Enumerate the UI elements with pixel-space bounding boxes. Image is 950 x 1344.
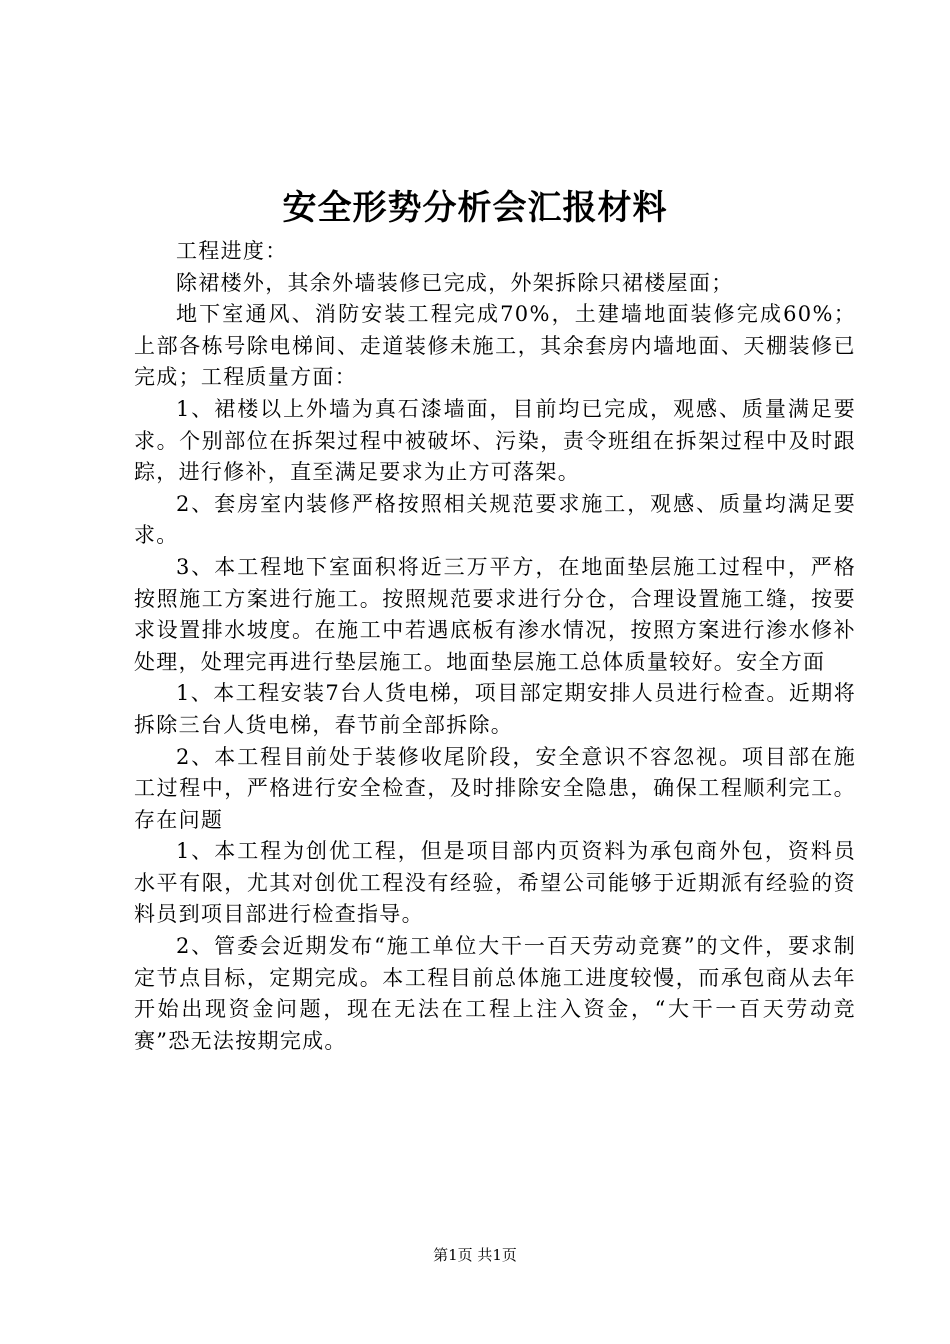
paragraph: 工程进度： (176, 239, 288, 263)
paragraph: 2、套房室内装修严格按照相关规范要求施工，观感、质量均满足要求。 (134, 491, 856, 548)
paragraph: 3、本工程地下室面积将近三万平方，在地面垫层施工过程中，严格按照施工方案进行施工。按照规范要求进行分仓，合理设置施工缝，按要求设置排水坡度。在施工中若遇底板有渗水情况，按照方案进行渗水修补处理，处理完再进行垫层施工。地面垫层施工总体质量较好。安全方面 (134, 554, 856, 674)
document-body (134, 236, 856, 1057)
document-title: 安全形势分析会汇报材料 (282, 188, 668, 228)
paragraph: 地下室通风、消防安装工程完成70%，土建墙地面装修完成60%；上部各栋号除电梯间、走道装修未施工，其余套房内墙地面、天棚装修已完成；工程质量方面： (134, 302, 856, 390)
paragraph: 除裙楼外，其余外墙装修已完成，外架拆除只裙楼屋面； (176, 270, 734, 295)
paragraph: 1、本工程安装7台人货电梯，项目部定期安排人员进行检查。近期将拆除三台人货电梯，春节前全部拆除。 (134, 681, 856, 737)
paragraph: 1、裙楼以上外墙为真石漆墙面，目前均已完成，观感、质量满足要求。个别部位在拆架过程中被破坏、污染，责令班组在拆架过程中及时跟踪，进行修补，直至满足要求为止方可落架。 (134, 396, 856, 485)
paragraph: 2、本工程目前处于装修收尾阶段，安全意识不容忽视。项目部在施工过程中，严格进行安全检查，及时排除安全隐患，确保工程顺利完工。存在问题 (134, 744, 856, 832)
paragraph: 1、本工程为创优工程，但是项目部内页资料为承包商外包，资料员水平有限，尤其对创优工程没有经验，希望公司能够于近期派有经验的资料员到项目部进行检查指导。 (134, 839, 856, 927)
paragraph: 2、管委会近期发布“施工单位大干一百天劳动竞赛”的文件，要求制定节点目标，定期完成。本工程目前总体施工进度较慢，而承包商从去年开始出现资金问题，现在无法在工程上注入资金，“大干一百天劳动竞赛”恐无法按期完成。 (134, 934, 856, 1053)
page-footer: 第1页 共1页 (433, 1246, 517, 1264)
